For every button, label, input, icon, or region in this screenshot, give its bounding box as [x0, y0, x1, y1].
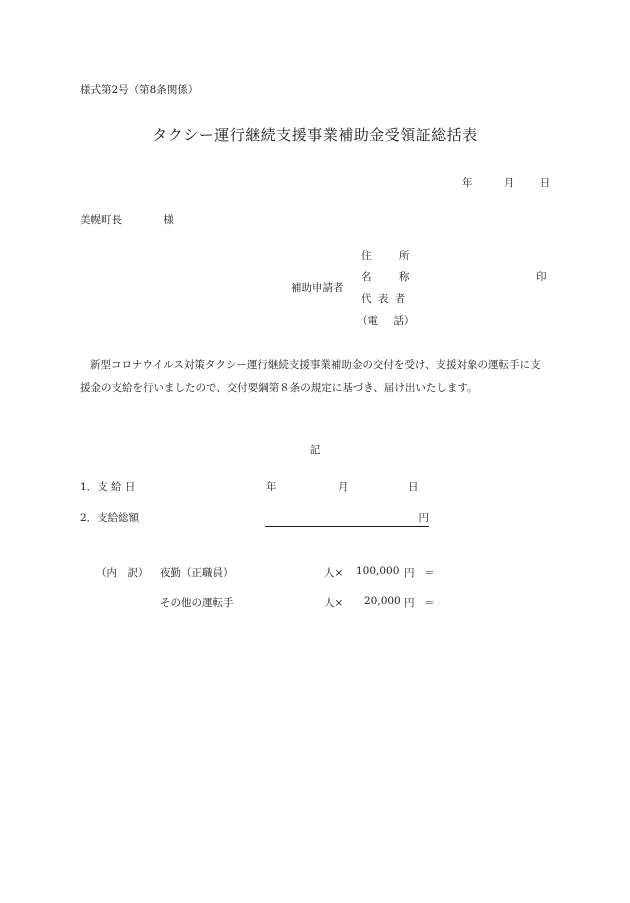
breakdown-category-1: 夜勤（正職員）: [160, 567, 234, 579]
total-amount-field: [265, 510, 429, 527]
date-day: 日: [539, 177, 551, 189]
phone-label-part-1: （電: [357, 315, 378, 327]
pay-date-year: 年: [266, 481, 277, 493]
breakdown-label: （内 訳）: [96, 567, 149, 579]
breakdown-unit-1: 人×: [324, 567, 344, 579]
rep-label-char-2: 表: [377, 293, 389, 305]
breakdown-amount-2: 20,000: [364, 595, 401, 607]
phone-label-part-2: 話）: [393, 315, 415, 327]
form-number: 様式第2号（第8条関係）: [80, 84, 199, 96]
pay-date-label: 1．支 給 日: [80, 481, 136, 493]
total-label: 2．支給総額: [80, 512, 140, 524]
addressee: [80, 212, 174, 227]
rep-label-char-3: 者: [394, 293, 406, 305]
breakdown-eq-1: ＝: [424, 567, 435, 579]
ki-heading: 記: [309, 444, 321, 456]
date-line: [462, 175, 550, 190]
date-year: 年: [462, 177, 473, 189]
body-paragraph: 新型コロナウイルス対策タクシー運行継続支援事業補助金の交付を受け、支援対象の運転手に支援金の支給を行いましたので、交付要綱第８条の規定に基づき、届け出いたします。: [80, 359, 541, 394]
pay-date-day: 日: [408, 481, 419, 493]
breakdown-unit-2: 人×: [324, 597, 344, 609]
phone-label: [357, 313, 414, 328]
breakdown-eq-2: ＝: [424, 597, 435, 609]
breakdown-yen-1: 円: [404, 567, 415, 579]
address-label-char-1: 住: [361, 250, 372, 262]
rep-label-char-1: 代: [361, 293, 372, 305]
addressee-name: 美幌町長: [80, 214, 122, 226]
total-unit: 円: [265, 510, 429, 527]
addressee-honorific: 様: [163, 214, 174, 226]
breakdown-amount-1: 100,000: [356, 565, 400, 577]
seal-mark: 印: [536, 271, 547, 283]
name-label-char-2: 称: [398, 271, 410, 283]
breakdown-yen-2: 円: [404, 597, 415, 609]
pay-date-month: 月: [338, 481, 349, 493]
representative-label: [361, 291, 405, 306]
breakdown-category-2: その他の運転手: [160, 597, 234, 609]
address-label-char-2: 所: [398, 250, 410, 262]
name-label-char-1: 名: [361, 271, 372, 283]
date-month: 月: [503, 177, 515, 189]
applicant-label: 補助申請者: [291, 282, 344, 294]
address-label: [361, 248, 409, 263]
name-label: [361, 269, 409, 284]
document-title: タクシー運行継続支援事業補助金受領証総括表: [152, 126, 478, 144]
